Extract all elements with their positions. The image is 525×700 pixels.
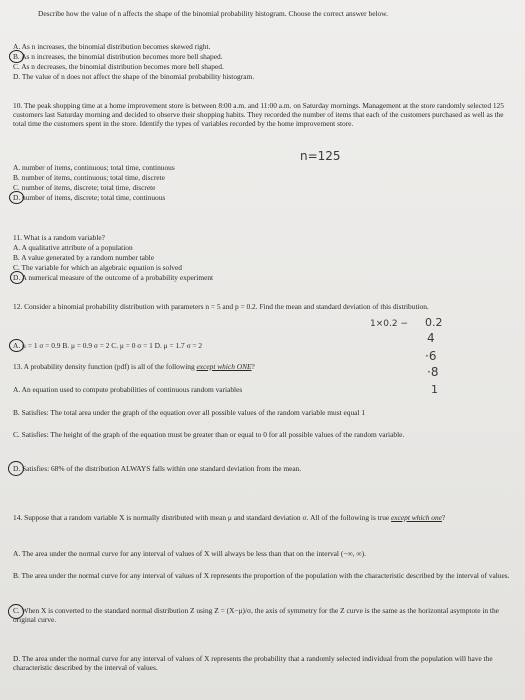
q13-option-b[interactable]: B. Satisfies: The total area under the graph of the equation over all possible values of the random variable must equal 1	[13, 408, 366, 417]
q13-option-d[interactable]: D. Satisfies: 68% of the distribution ALWAYS falls within one standard deviation from the mean.	[13, 464, 302, 473]
handwritten-work: 4	[427, 331, 435, 345]
q12-answers[interactable]: A. μ = 1 σ = 0.9 B. μ = 0.9 σ = 2 C. μ = 0 σ = 1 D. μ = 1.7 σ = 2	[13, 341, 203, 350]
question-13: 13. A probability density function (pdf) is all of the following except which ONE?	[13, 362, 255, 371]
answer-circle	[8, 604, 24, 619]
q14-option-d[interactable]: D. The area under the normal curve for any interval of values of X represents the probability that a randomly selected individual from the population will have the characteristic described by the interval of values.	[13, 654, 493, 672]
q13-option-c[interactable]: C. Satisfies: The height of the graph of the equation must be greater than or equal to 0 for all possible values of the random variable.	[13, 430, 405, 439]
q10-option-d[interactable]: D. number of items, discrete; total time, continuous	[13, 193, 166, 202]
answer-circle	[10, 271, 24, 284]
handwritten-note: n=125	[300, 149, 341, 163]
question-binomial-shape: Describe how the value of n affects the shape of the binomial probability histogram. Choose the correct answer below.	[38, 9, 388, 18]
question-14: 14. Suppose that a random variable X is normally distributed with mean μ and standard deviation σ. All of the following is true except which one?	[13, 513, 446, 522]
option-a[interactable]: A. As n increases, the binomial distribution becomes skewed right.	[13, 42, 211, 51]
handwritten-work: 1×0.2 −	[370, 319, 408, 329]
handwritten-work: ·6	[425, 349, 437, 363]
q10-option-b[interactable]: B. number of items, continuous; total time, discrete	[13, 173, 165, 182]
q14-option-b[interactable]: B. The area under the normal curve for any interval of values of X represents the proportion of the population with the characteristic described by the interval of values.	[13, 571, 510, 580]
question-12: 12. Consider a binomial probability distribution with parameters n = 5 and p = 0.2. Find the mean and standard deviation of this distribution.	[13, 302, 429, 311]
answer-circle	[9, 191, 24, 204]
handwritten-work: 1	[431, 383, 438, 396]
q13-option-a[interactable]: A. An equation used to compute probabilities of continuous random variables	[13, 385, 243, 394]
q11-option-b[interactable]: B. A value generated by a random number table	[13, 253, 154, 262]
q11-option-c[interactable]: C. The variable for which an algebraic equation is solved	[13, 263, 182, 272]
question-11: 11. What is a random variable?	[13, 233, 105, 242]
answer-circle	[8, 461, 24, 476]
q10-option-a[interactable]: A. number of items, continuous; total time, continuous	[13, 163, 175, 172]
q11-option-d[interactable]: D. A numerical measure of the outcome of a probability experiment	[13, 273, 214, 282]
q14-option-a[interactable]: A. The area under the normal curve for any interval of values of X will always be less than that on the interval (−∞, ∞).	[13, 549, 366, 558]
q14-option-c[interactable]: C. When X is converted to the standard normal distribution Z using Z = (X−μ)/σ, the axis of symmetry for the Z curve is the same as the horizontal asymptote in the original curve.	[13, 606, 499, 624]
answer-circle	[9, 339, 24, 352]
option-c[interactable]: C. As n decreases, the binomial distribution becomes more bell shaped.	[13, 62, 224, 71]
q11-option-a[interactable]: A. A qualitative attribute of a population	[13, 243, 133, 252]
option-b[interactable]: B. As n increases, the binomial distribution becomes more bell shaped.	[13, 52, 223, 61]
q10-option-c[interactable]: C. number of items, discrete; total time, discrete	[13, 183, 156, 192]
question-10: 10. The peak shopping time at a home improvement store is between 8:00 a.m. and 11:00 a.m. on Saturday mornings. Management at the store randomly selected 125 customers last Saturday morning and decided to observe their shopping habits. They recorded the number of items that each of the customers purchased as well as the total time the customers spent in the store. Identify the types of variables recorded by the home improvement store.	[13, 101, 504, 128]
option-d[interactable]: D. The value of n does not affect the shape of the binomial probability histogram.	[13, 72, 255, 81]
handwritten-work: 0.2	[425, 316, 443, 329]
handwritten-work: ·8	[427, 365, 439, 379]
